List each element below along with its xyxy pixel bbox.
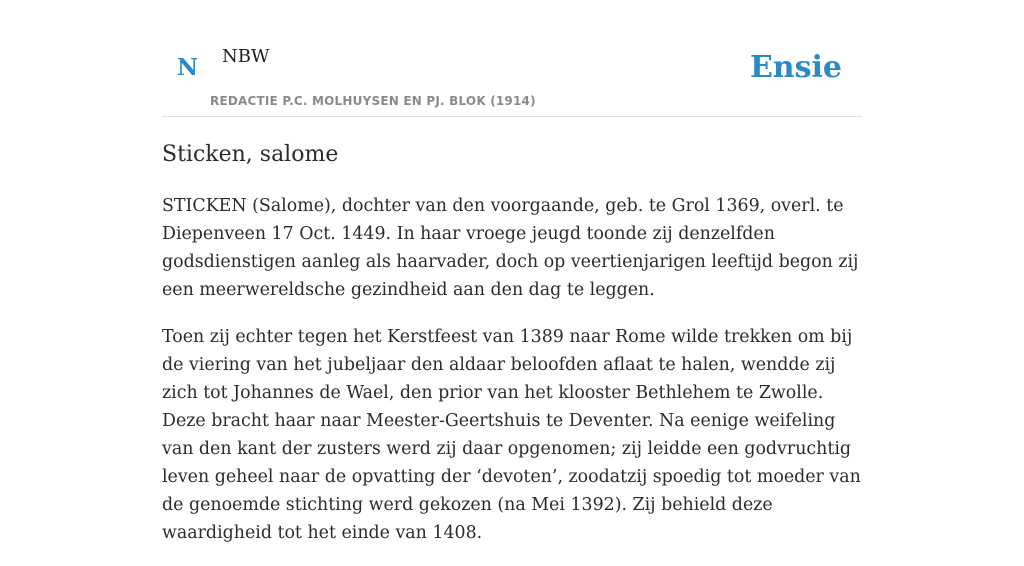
header — [162, 0, 862, 117]
source-logo[interactable]: N — [177, 54, 199, 81]
source-editors: REDACTIE P.C. MOLHUYSEN EN PJ. BLOK (1914) — [210, 94, 536, 108]
ensie-logo[interactable]: Ensie — [749, 50, 842, 85]
source-name[interactable]: NBW — [222, 46, 270, 67]
article-paragraph: Toen zij echter tegen het Kerstfeest van 1389 naar Rome wilde trekken om bij de viering van het jubeljaar den aldaar beloofden aflaat te halen, wendde zij zich tot Johannes de Wael, den prior van het klooster Bethlehem te Zwolle. Deze bracht haar naar Meester-Geertshuis te Deventer. Na eenige weifeling van den kant der zusters werd zij daar opgenomen; zij leidde een godvruchtig leven geheel naar de opvatting der ‘devoten’, zoodatzij spoedig tot moeder van de genoemde stichting werd gekozen (na Mei 1392). Zij behield deze waardigheid tot het einde van 1408. — [162, 327, 861, 543]
article-body — [162, 192, 862, 566]
article-paragraph: STICKEN (Salome), dochter van den voorgaande, geb. te Grol 1369, overl. te Diepenveen 17 Oct. 1449. In haar vroege jeugd toonde zij denzelfden godsdienstigen aanleg als haarvader, doch op veertienjarigen leeftijd begon zij een meerwereldsche gezindheid aan den dag te leggen. — [162, 196, 859, 300]
article-title: Sticken, salome — [162, 142, 339, 167]
